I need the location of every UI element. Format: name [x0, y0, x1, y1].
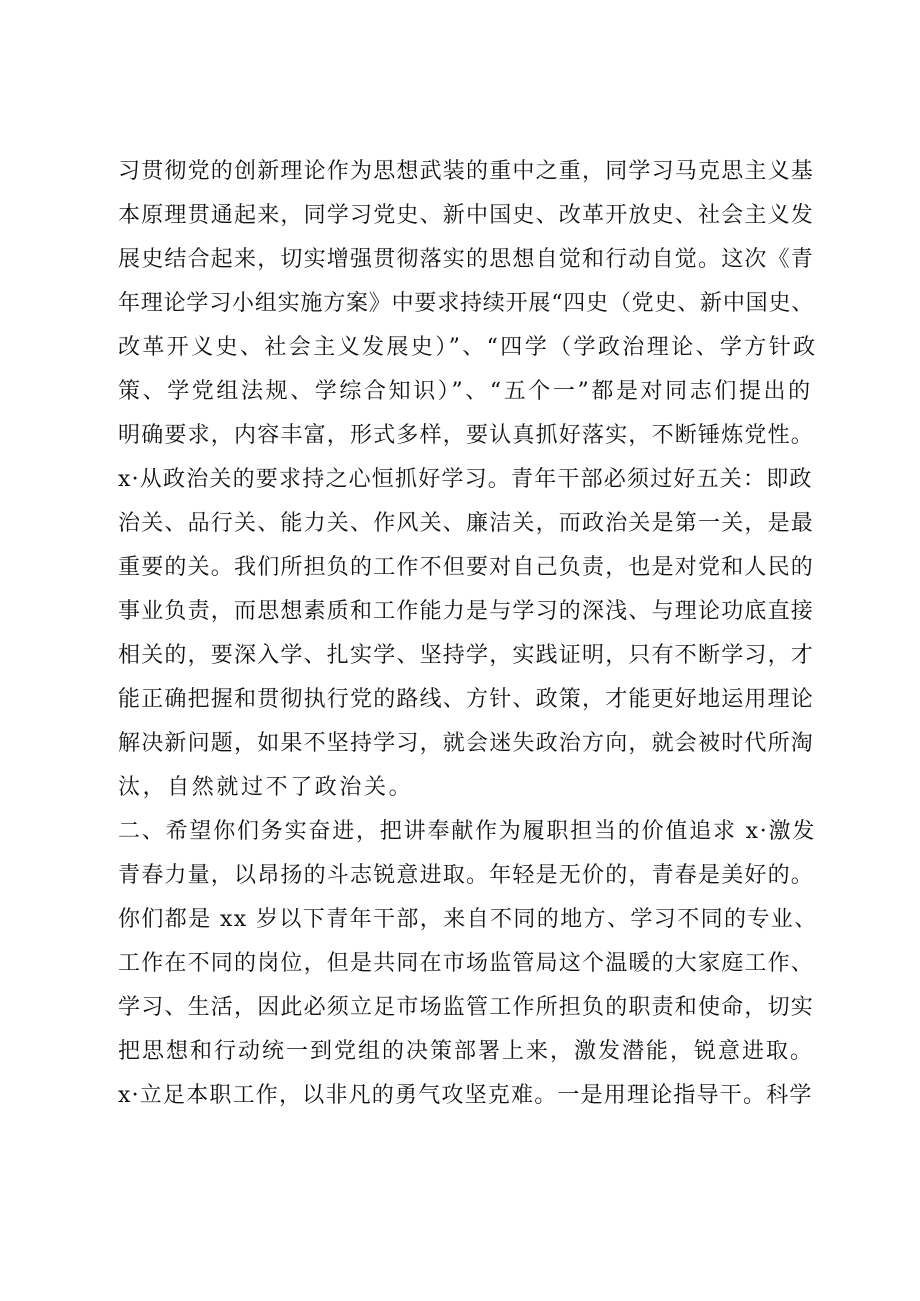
- text-line-11: 事业负责，而思想素质和工作能力是与学习的深浅、与理论功底直接: [118, 599, 815, 624]
- text-line-4: 年理论学习小组实施方案》中要求持续开展“四史（党史、新中国史、: [118, 291, 815, 316]
- text-line-22: x·立足本职工作，以非凡的勇气攻坚克难。一是用理论指导干。科学: [118, 1083, 813, 1108]
- text-line-7: 明确要求，内容丰富，形式多样，要认真抓好落实，不断锤炼党性。: [118, 423, 815, 448]
- text-line-12: 相关的，要深入学、扎实学、坚持学，实践证明，只有不断学习，才: [118, 643, 815, 668]
- text-line-18: 你们都是 xx 岁以下青年干部，来自不同的地方、学习不同的专业、: [118, 907, 818, 932]
- text-line-19: 工作在不同的岗位，但是共同在市场监管局这个温暖的大家庭工作、: [118, 951, 815, 976]
- text-line-1: 习贯彻党的创新理论作为思想武装的重中之重，同学习马克思主义基: [118, 159, 815, 184]
- text-line-10: 重要的关。我们所担负的工作不但要对自己负责，也是对党和人民的: [118, 555, 815, 580]
- text-line-2: 本原理贯通起来，同学习党史、新中国史、改革开放史、社会主义发: [118, 203, 815, 228]
- text-line-8: x·从政治关的要求持之心恒抓好学习。青年干部必须过好五关：即政: [118, 467, 813, 492]
- text-line-20: 学习、生活，因此必须立足市场监管工作所担负的职责和使命，切实: [118, 995, 815, 1020]
- text-line-16: 二、希望你们务实奋进，把讲奉献作为履职担当的价值追求 x·激发: [118, 819, 817, 844]
- text-line-13: 能正确把握和贯彻执行党的路线、方针、政策，才能更好地运用理论: [118, 687, 815, 712]
- text-line-5: 改革开义史、社会主义发展史）”、“四学（学政治理论、学方针政: [118, 335, 818, 360]
- text-line-21: 把思想和行动统一到党组的决策部署上来，激发潜能，锐意进取。: [118, 1039, 815, 1064]
- text-line-9: 治关、品行关、能力关、作风关、廉洁关，而政治关是第一关，是最: [118, 511, 815, 536]
- text-line-6: 策、学党组法规、学综合知识）”、“五个一”都是对同志们提出的: [118, 379, 813, 404]
- text-line-14: 解决新问题，如果不坚持学习，就会迷失政治方向，就会被时代所淘: [118, 731, 815, 756]
- text-line-17: 青春力量，以昂扬的斗志锐意进取。年轻是无价的，青春是美好的。: [118, 863, 815, 888]
- text-line-15: 汰，自然就过不了政治关。: [118, 775, 414, 800]
- text-line-3: 展史结合起来，切实增强贯彻落实的思想自觉和行动自觉。这次《青: [118, 247, 815, 272]
